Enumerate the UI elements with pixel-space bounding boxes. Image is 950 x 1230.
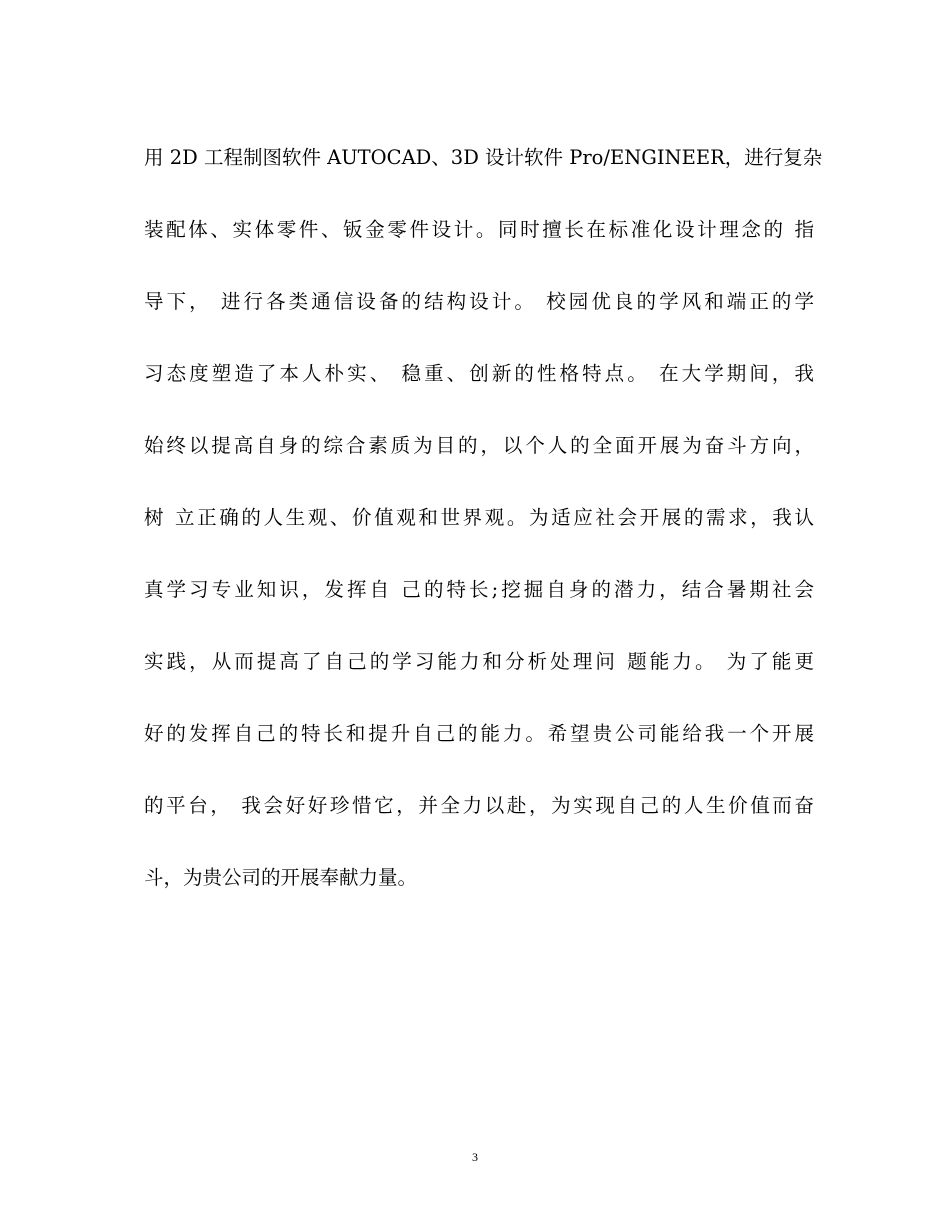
text-line-6: 树 立正确的人生观、价值观和世界观。为适应社会开展的需求，我认 [144,506,814,529]
text-line-4: 习态度塑造了本人朴实、 稳重、创新的性格特点。 在大学期间，我 [144,362,814,385]
text-line-3: 导下， 进行各类通信设备的结构设计。 校园优良的学风和端正的学 [144,290,814,313]
text-line-9: 好的发挥自己的特长和提升自己的能力。希望贵公司能给我一个开展 [144,722,814,745]
body-paragraph [144,138,823,930]
text-line-8: 实践，从而提高了自己的学习能力和分析处理问 题能力。 为了能更 [144,650,814,673]
text-line-1: 用 2D 工程制图软件 AUTOCAD、3D 设计软件 Pro/ENGINEER，进行复杂 [144,146,823,169]
text-line-10: 的平台， 我会好好珍惜它，并全力以赴，为实现自己的人生价值而奋 [144,794,814,817]
text-line-2: 装配体、实体零件、钣金零件设计。同时擅长在标准化设计理念的 指 [144,218,814,241]
text-line-11: 斗，为贵公司的开展奉献力量。 [144,866,418,889]
text-line-5: 始终以提高自身的综合素质为目的，以个人的全面开展为奋斗方向， [144,434,814,457]
page-number: 3 [472,1150,478,1164]
text-line-7: 真学习专业知识，发挥自 己的特长;挖掘自身的潜力，结合暑期社会 [144,578,814,601]
